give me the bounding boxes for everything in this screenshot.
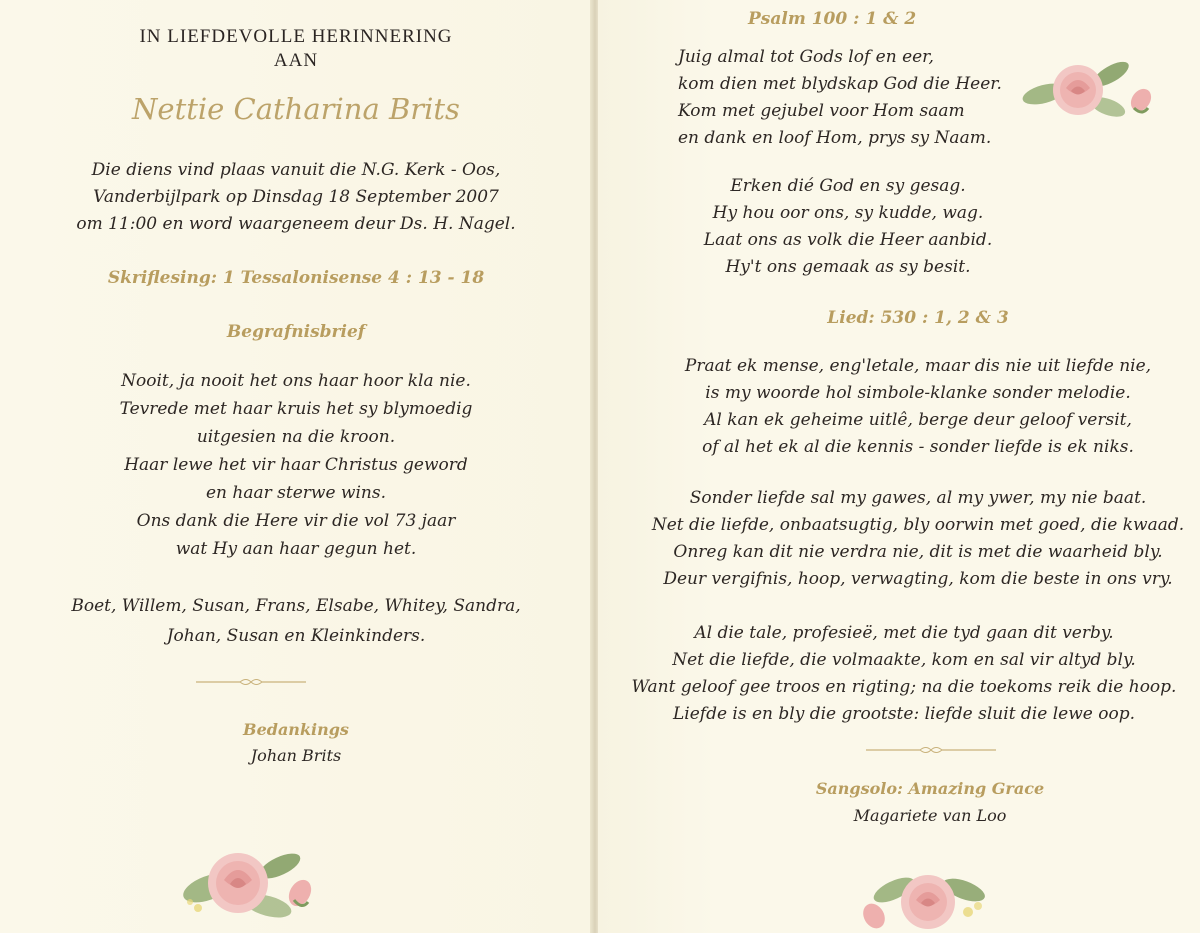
psalm-verse-1: Juig almal tot Gods lof en eer, kom dien met blydskap God die Heer. Kom met gejubel voor Hom saam en dank en loof Hom, prys sy Naam. xyxy=(678,47,1002,148)
ornament-divider xyxy=(196,677,306,687)
deceased-name: Nettie Catharina Brits xyxy=(132,92,460,126)
song-title: Lied: 530 : 1, 2 & 3 xyxy=(827,308,1009,328)
memorial-heading: IN LIEFDEVOLLE HERINNERING AAN xyxy=(139,26,453,71)
song-verse-2: Sonder liefde sal my gawes, al my ywer, my nie baat. Net die liefde, onbaatsugtig, bly oorwin met goed, die kwaad. Onreg kan dit nie verdra nie, dit is met die waarheid bly. Deur vergifnis, hoop, verwagting, kom die beste in ons vry. xyxy=(651,488,1185,589)
rose-flower-icon xyxy=(856,860,1006,933)
right-page xyxy=(598,0,1200,933)
left-page xyxy=(0,0,592,933)
solo-title: Sangsolo: Amazing Grace xyxy=(815,779,1045,798)
thanks-title: Bedankings xyxy=(243,720,349,739)
rose-flower-icon xyxy=(1016,52,1166,127)
solo-name: Magariete van Loo xyxy=(853,806,1007,825)
psalm-verse-2: Erken dié God en sy gesag. Hy hou oor ons, sy kudde, wag. Laat ons as volk die Heer aanbid. Hy't ons gemaak as sy besit. xyxy=(703,176,993,277)
burial-letter-title: Begrafnisbrief xyxy=(226,322,366,342)
thanks-name: Johan Brits xyxy=(250,746,342,765)
rose-flower-icon xyxy=(168,838,328,933)
service-details: Die diens vind plaas vanuit die N.G. Kerk - Oos, Vanderbijlpark op Dinsdag 18 September 2007 om 11:00 en word waargeneem deur Ds. H. Nagel. xyxy=(76,160,516,234)
family-names: Boet, Willem, Susan, Frans, Elsabe, Whitey, Sandra, Johan, Susan en Kleinkinders. xyxy=(71,596,521,646)
burial-letter: Nooit, ja nooit het ons haar hoor kla nie. Tevrede met haar kruis het sy blymoedig uitgesien na die kroon. Haar lewe het vir haar Christus geword en haar sterwe wins. Ons dank die Here vir die vol 73 jaar wat Hy aan haar gegun het. xyxy=(119,371,473,559)
ornament-divider xyxy=(866,745,996,755)
psalm-title: Psalm 100 : 1 & 2 xyxy=(748,9,917,29)
song-verse-3: Al die tale, profesieë, met die tyd gaan dit verby. Net die liefde, die volmaakte, kom en sal vir altyd bly. Want geloof gee troos en rigting; na die toekoms reik die hoop. Liefde is en bly die grootste: liefde sluit die lewe oop. xyxy=(631,623,1177,724)
scripture-reading: Skriflesing: 1 Tessalonisense 4 : 13 - 18 xyxy=(107,268,485,288)
song-verse-1: Praat ek mense, eng'letale, maar dis nie uit liefde nie, is my woorde hol simbole-klanke sonder melodie. Al kan ek geheime uitlê, berge deur geloof versit, of al het ek al die kennis - sonder liefde is ek niks. xyxy=(684,356,1152,457)
